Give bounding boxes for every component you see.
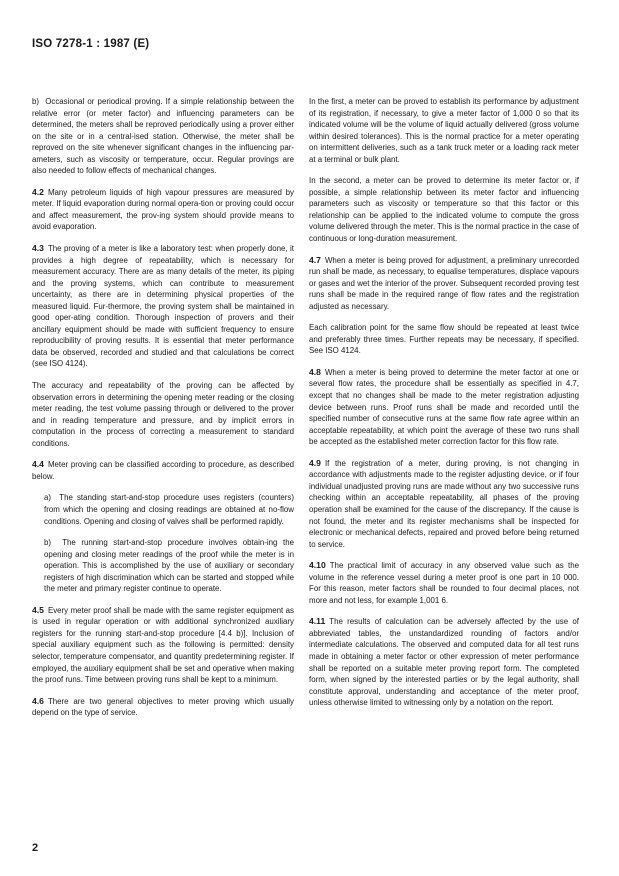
paragraph-text: In the second, a meter can be proved to determine its meter factor or, if possible, a simple relationship between its meter factor and influencing parameters such as viscosity or temperature so that this factor or this relationship can be applied to the indicated volume to compute the gross volume delivered through the meter. This is the normal practice in the case of continuous or long-duration measurement. <box>309 176 579 244</box>
clause-number: 4.4 <box>32 459 44 470</box>
paragraph-text: In the first, a meter can be proved to establish its performance by adjustment of its registration, if necessary, to give a meter factor of 1,000 0 so that its indicated volume will be the volume of liquid actually delivered (gross volume within desired tolerances). This is the normal practice for a meter operating on intermittent deliveries, such as a tank truck meter or a loading rack meter at a terminal or bulk plant. <box>309 97 579 164</box>
clause-number: 4.6 <box>32 695 44 706</box>
paragraph <box>32 380 294 449</box>
clause-number: 4.9 <box>309 457 321 468</box>
paragraph <box>32 187 294 233</box>
paragraph-text: The practical limit of accuracy in any observed value such as the volume in the reference vessel during a meter proof is one part in 10 000. For this reason, meter factors shall be rounded to four decimal places, not more and not less, for example 1,001 6. <box>309 561 579 605</box>
paragraph <box>32 459 294 482</box>
paragraph <box>32 96 294 177</box>
paragraph <box>309 616 579 708</box>
paragraph <box>309 96 579 165</box>
clause-number: 4.3 <box>32 243 44 254</box>
clause-number: 4.11 <box>309 616 326 627</box>
paragraph-text: If the registration of a meter, during proving, is not changing in accordance with adjustments made to the register adjusting device, or if four individual unadjusted proving runs are made without any two successive runs checking within an acceptable repeatability, all phases of the proving operation shall be examined for the cause of the discrepancy. If the cause is not found, the meter and its register mechanisms shall be inspected for electronic or mechanical defects, repaired and proved before being returned to service. <box>309 458 579 549</box>
list-label: b) <box>32 97 46 106</box>
paragraph-text: The accuracy and repeatability of the proving can be affected by observation errors in determining the opening meter reading or the closing meter reading, the test volume passing through or delivered to the prover and in reading temperature and pressure, and by implicit errors in computation in the process of correcting a measurement to standard conditions. <box>32 381 294 448</box>
paragraph-text: The proving of a meter is like a laboratory test: when properly done, it provides a high degree of repeatability, which is necessary for measurement accuracy. There are as many details of the meter, its piping and the proving systems, which can contribute to measurement uncertainty, as there are in determining physical properties of the measured liquid. Fur-thermore, the proving system shall be maintained in good oper-ating condition. Thorough inspection of provers and their ancillary equipment should be made with sufficient frequency to ensure reproducibility of proving results. It is essential that meter performance data be observed, recorded and studied and that calculations be correct (see ISO 4124). <box>32 244 294 369</box>
document-header: ISO 7278-1 : 1987 (E) <box>32 38 150 50</box>
paragraph-text: The running start-and-stop procedure involves obtain-ing the opening and closing meter readings of the proof while the meter is in operation. This is accomplished by the use of auxiliary or secondary registers of high discrimination which can be started and stopped while the meter and primary register continue to operate. <box>44 538 294 594</box>
paragraph-text: The results of calculation can be adversely affected by the use of abbreviated tables, the unstandardized rounding of factors and/or intermediate calculations. The observed and computed data for all test runs made in obtaining a meter factor or other expression of meter performance shall be reported on a suitable meter proving report form. The completed form, when signed by the interested parties or by the legal authority, shall constitute approval, understanding and acceptance of the meter proof, unless otherwise limited to witnessing only by a notation on the report. <box>309 617 579 708</box>
clause-number: 4.8 <box>309 366 321 377</box>
list-label: a) <box>44 493 60 503</box>
paragraph <box>309 322 579 357</box>
list-label: b) <box>44 538 63 548</box>
page-number: 2 <box>32 842 39 854</box>
clause-number: 4.2 <box>32 186 44 197</box>
paragraph <box>32 696 294 719</box>
paragraph-text: Many petroleum liquids of high vapour pressures are measured by meter. If liquid evaporation during normal opera-tion or proving could occur and affect measurement, the prov-ing system should provide means to avoid evaporation. <box>32 187 294 232</box>
paragraph <box>32 243 294 370</box>
paragraph-text: Every meter proof shall be made with the same register equipment as is used in regular operation or with additional synchronized auxiliary registers for the running start-and-stop procedure [4.4 b)]. Inclusion of special auxiliary equipment such as the following is permitted: density selector, temperature compensator, and quantity predetermining register. If employed, the auxiliary equipment shall be set and operative when making the proof runs. Time between proving runs shall be kept to a minimum. <box>32 605 294 685</box>
paragraph <box>309 367 579 448</box>
paragraph-text: Each calibration point for the same flow should be repeated at least twice and preferably three times. Further repeats may be necessary, if specified. See ISO 4124. <box>309 323 579 356</box>
clause-number: 4.7 <box>309 254 321 265</box>
clause-number: 4.5 <box>32 604 44 615</box>
clause-number: 4.10 <box>309 560 326 571</box>
paragraph <box>32 537 294 595</box>
paragraph-text: When a meter is being proved for adjustment, a preliminary unrecorded run shall be made, as necessary, to equalise temperatures, displace vapours or gases and wet the interior of the prover. Subsequent recorded proving test runs shall be made in the required range of flow rates and the registration adjusted as necessary. <box>309 255 579 311</box>
paragraph-text: Meter proving can be classified according to procedure, as described below. <box>32 460 294 481</box>
paragraph <box>309 560 579 606</box>
paragraph <box>309 458 579 550</box>
paragraph-text: The standing start-and-stop procedure uses registers (counters) from which the opening and closing readings are obtained at no-flow conditions. Opening and closing of valves shall be performed rapidly. <box>44 493 294 526</box>
paragraph-text: When a meter is being proved to determine the meter factor at one or several flow rates, the procedure shall be essentially as specified in 4.7, except that no changes shall be made to the meter registration adjusting device between runs. Proof runs shall be made and recorded until the specified number of consecutive runs at the same flow rate agree within an acceptable repeatability, at which point the average of these two runs shall be accepted as the established meter correction factor for this flow rate. <box>309 367 579 447</box>
paragraph <box>32 492 294 527</box>
paragraph <box>32 605 294 686</box>
right-column <box>309 96 579 719</box>
paragraph-text: There are two general objectives to meter proving which usually depend on the type of service. <box>32 696 294 718</box>
paragraph <box>309 255 579 313</box>
paragraph-text: Occasional or periodical proving. If a simple relationship between the relative error (or meter factor) and influencing parameters can be determined, the meters shall be reproved periodically using a prover either on the site or in a central-ised station. Otherwise, the meter shall be reproved on the site whenever significant changes in the influencing par-ameters, such as viscosity or temperature, occur. Regular provings are also needed to follow effects of mechanical changes. <box>32 97 294 176</box>
left-column <box>32 96 294 729</box>
paragraph <box>309 175 579 244</box>
